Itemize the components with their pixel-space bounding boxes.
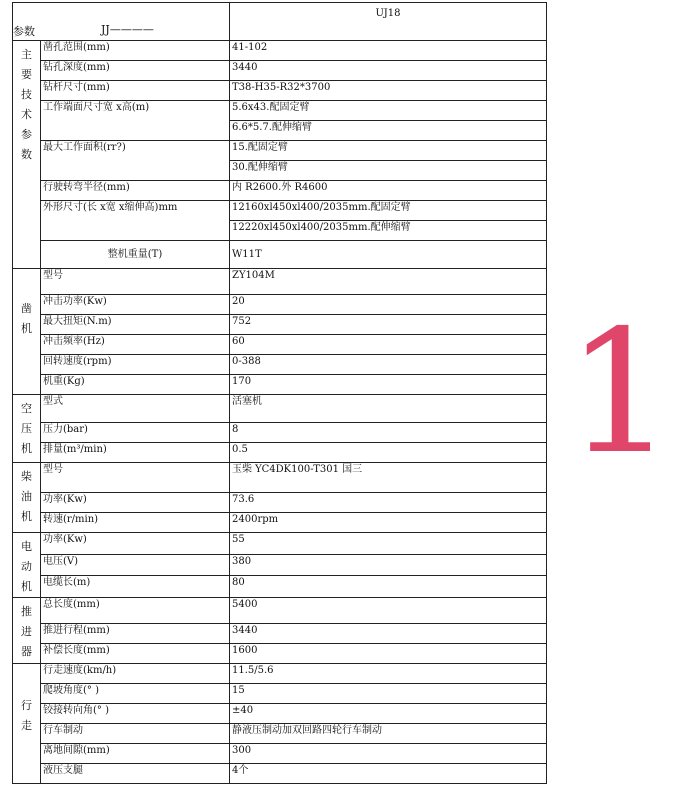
spec-value: 0-388 <box>230 355 547 375</box>
spec-label: 转速(r/min) <box>41 513 230 533</box>
spec-label: 型号 <box>41 463 230 493</box>
spec-label: 行车制动 <box>41 724 230 744</box>
spec-value: 活塞机 <box>230 395 547 423</box>
spec-value: 20 <box>230 295 547 315</box>
spec-value: 玉柴 YC4DK100-T301 国三 <box>230 463 547 493</box>
spec-label: 功率(Kw) <box>41 493 230 513</box>
spec-value: 60 <box>230 335 547 355</box>
spec-label: 冲击功率(Kw) <box>41 295 230 315</box>
spec-label: 机重(Kg) <box>41 375 230 395</box>
spec-value: 4个 <box>230 764 547 784</box>
spec-label: 补偿长度(mm) <box>41 644 230 664</box>
group-diesel: 柴油机 <box>13 463 41 533</box>
spec-label: 钻杆尺寸(mm) <box>41 81 230 101</box>
group-drill: 凿机 <box>13 269 41 395</box>
spec-value: 80 <box>230 576 547 598</box>
spec-value: 3440 <box>230 624 547 644</box>
group-main: 主要技术参数 <box>13 41 41 269</box>
spec-table <box>12 2 547 784</box>
spec-label: 型号 <box>41 269 230 295</box>
spec-label: 排量(m³/min) <box>41 443 230 463</box>
spec-value: 73.6 <box>230 493 547 513</box>
spec-label: 凿孔范围(mm) <box>41 41 230 61</box>
spec-label: 推进行程(mm) <box>41 624 230 644</box>
spec-value: 41-102 <box>230 41 547 61</box>
spec-value: 55 <box>230 533 547 555</box>
spec-label: 钻孔深度(mm) <box>41 61 230 81</box>
spec-label: 外形尺寸(长 x宽 x缩伸高)mm <box>41 201 230 241</box>
spec-value: 30.配伸缩臂 <box>230 161 547 181</box>
spec-label: 功率(Kw) <box>41 533 230 555</box>
spec-value: 1600 <box>230 644 547 664</box>
spec-value: T38-H35-R32*3700 <box>230 81 547 101</box>
spec-value: 15.配固定臂 <box>230 141 547 161</box>
spec-value: 6.6*5.7.配伸缩臂 <box>230 121 547 141</box>
model-label: JJ———— <box>101 23 154 36</box>
spec-label: 整机重量(T) <box>41 241 230 269</box>
spec-label: 液压支腿 <box>41 764 230 784</box>
spec-value: 752 <box>230 315 547 335</box>
spec-label: 工作端面尺寸宽 x高(m) <box>41 101 230 141</box>
spec-value: 内 R2600.外 R4600 <box>230 181 547 201</box>
spec-value: 2400rpm <box>230 513 547 533</box>
spec-label: 离地间隙(mm) <box>41 744 230 764</box>
spec-value: 静液压制动加双回路四轮行车制动 <box>230 724 547 744</box>
spec-value: 380 <box>230 554 547 576</box>
group-feed: 推进器 <box>13 598 41 664</box>
spec-label: 型式 <box>41 395 230 423</box>
model-value: UJ18 <box>230 3 547 41</box>
spec-value: 0.5 <box>230 443 547 463</box>
group-air: 空压机 <box>13 395 41 463</box>
spec-value: 12220xl450xl400/2035mm.配伸缩臂 <box>230 221 547 241</box>
group-travel: 行走 <box>13 664 41 784</box>
spec-value: 11.5/5.6 <box>230 664 547 684</box>
spec-value: 12160xl450xl400/2035mm.配固定臂 <box>230 201 547 221</box>
spec-label: 行驶转弯半径(mm) <box>41 181 230 201</box>
spec-value: W11T <box>230 241 547 269</box>
spec-value: 5.6x43.配固定臂 <box>230 101 547 121</box>
page-marker: 1 <box>566 294 674 492</box>
spec-value: 3440 <box>230 61 547 81</box>
spec-label: 电缆长(m) <box>41 576 230 598</box>
group-motor: 电动机 <box>13 533 41 598</box>
spec-label: 铰接转向角(° ) <box>41 704 230 724</box>
spec-value: 8 <box>230 423 547 443</box>
spec-value: ±40 <box>230 704 547 724</box>
spec-label: 行走速度(km/h) <box>41 664 230 684</box>
spec-value: 15 <box>230 684 547 704</box>
spec-label: 总长度(mm) <box>41 598 230 624</box>
spec-label: 爬坡角度(° ) <box>41 684 230 704</box>
spec-value: 5400 <box>230 598 547 624</box>
spec-label: 电压(V) <box>41 554 230 576</box>
param-label: 参数 <box>13 25 35 38</box>
spec-label: 冲击频率(Hz) <box>41 335 230 355</box>
spec-value: 170 <box>230 375 547 395</box>
spec-label: 回转速度(rpm) <box>41 355 230 375</box>
header-left-cell <box>13 3 230 41</box>
spec-value: 300 <box>230 744 547 764</box>
spec-label: 压力(bar) <box>41 423 230 443</box>
spec-label: 最大扭矩(N.m) <box>41 315 230 335</box>
spec-label: 最大工作面积(rr?) <box>41 141 230 181</box>
spec-value: ZY104M <box>230 269 547 295</box>
